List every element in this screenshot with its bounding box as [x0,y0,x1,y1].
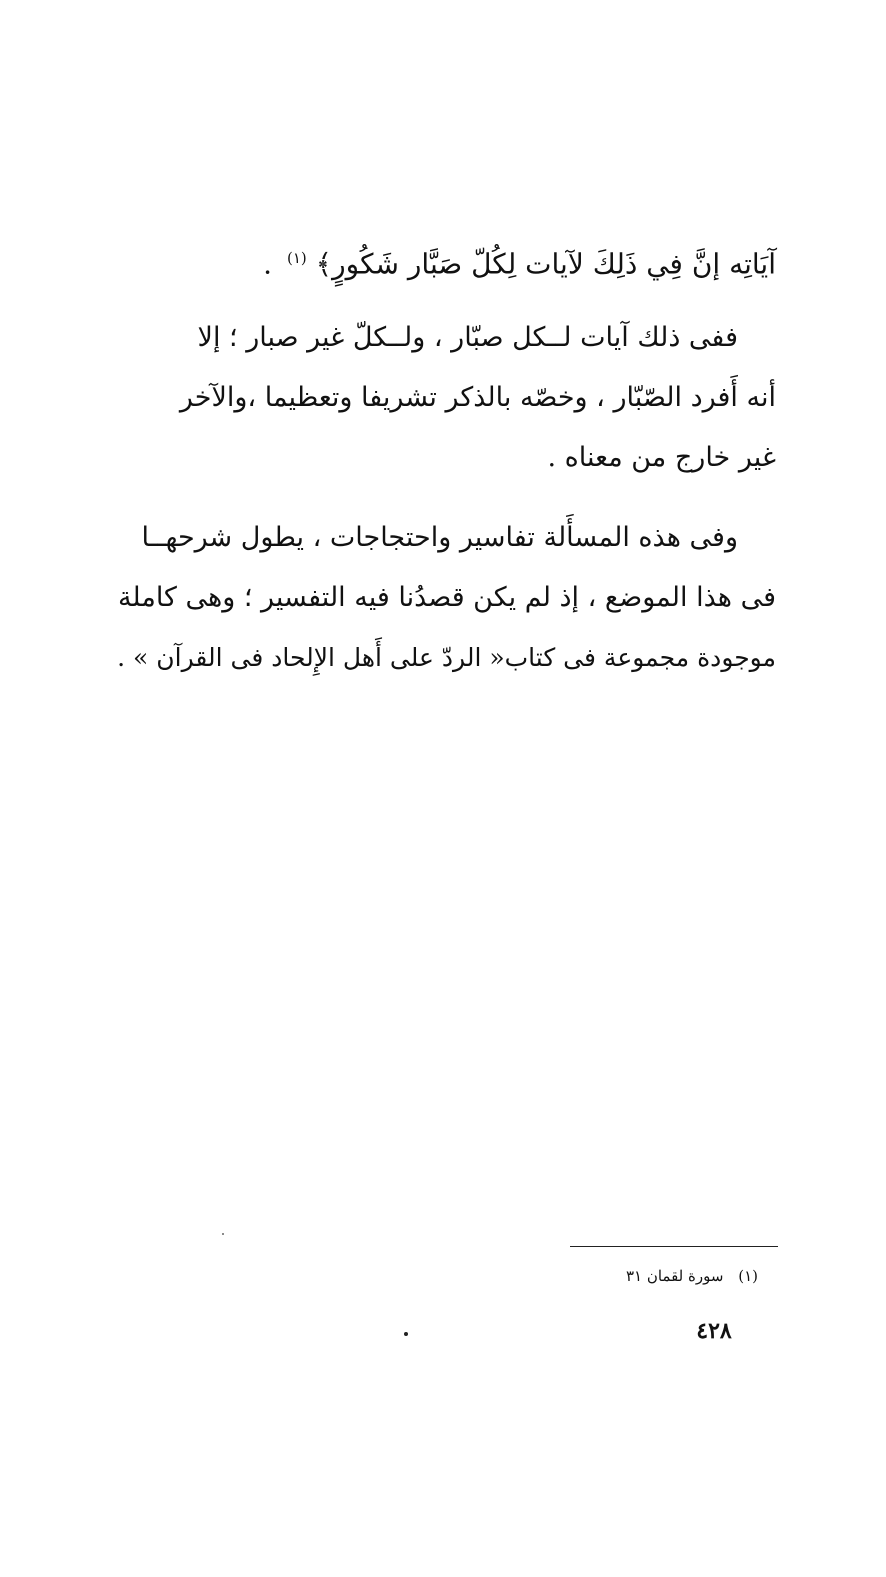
paragraph-2-line-3: موجودة مجموعة فى كتاب« الردّ على أَهل الإِلحاد فى القرآن » . [117,643,776,672]
page-number: ٤٢٨ [696,1318,732,1344]
paragraph-2-line-2: فى هذا الموضع ، إذ لم يكن قصدُنا فيه التفسير ؛ وهى كاملة [117,582,776,613]
footnote-separator [570,1246,778,1247]
print-speck [222,1233,224,1235]
verse-text: آيَاتِه إنَّ فِي ذَلِكَ لآيات لِكُلّ صَبَّار شَكُورٍ﴾ [315,247,776,281]
footnote-text: سورة لقمان ٣١ [625,1267,724,1285]
paragraph-1-line-3: غير خارج من معناه . [547,442,776,473]
paragraph-1-line-1: ففى ذلك آيات لــكل صبّار ، ولــكلّ غير صبار ؛ إلا [197,322,738,353]
footnote-marker: (١) [286,249,307,267]
paragraph-1-line-2: أنه أَفرد الصّبّار ، وخصّه بالذكر تشريفا وتعظيما ،والآخر [179,382,776,413]
paragraph-2-line-1: وفى هذه المسأَلة تفاسير واحتجاجات ، يطول شرحهــا [141,522,738,553]
print-speck [404,1332,408,1336]
footnote [626,1265,758,1287]
footnote-number: (١) [738,1267,758,1285]
quran-verse-line [263,238,776,284]
verse-end-punctuation: . [263,247,273,281]
